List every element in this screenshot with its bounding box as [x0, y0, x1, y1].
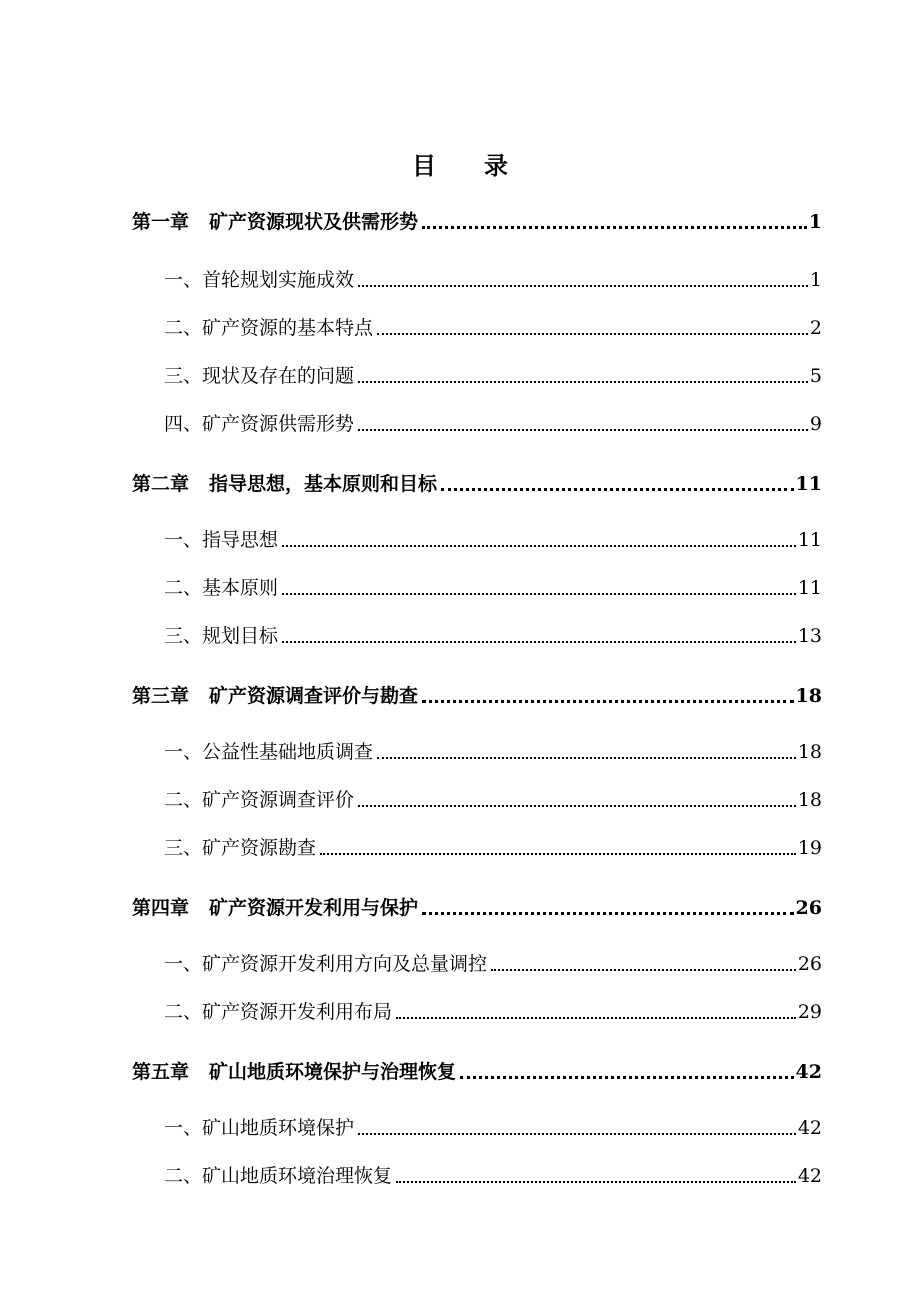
- toc-entry-page-number: 29: [797, 1001, 822, 1023]
- toc-entry-heading: 矿产资源勘查: [202, 837, 317, 859]
- toc-entry-number: 第一章: [132, 211, 190, 233]
- toc-entry-heading: 矿山地质环境保护: [202, 1117, 355, 1139]
- toc-entry-heading: 指导思想，基本原则和目标: [209, 473, 438, 495]
- toc-entry-page-number: 42: [797, 1117, 822, 1139]
- toc-entry-page-number: 26: [795, 897, 822, 919]
- toc-entry-number: 二、: [164, 317, 203, 339]
- toc-entry-heading: 矿产资源开发利用方向及总量调控: [202, 953, 488, 975]
- toc-section-entry[interactable]: [132, 1113, 822, 1143]
- toc-entry-page-number: 13: [797, 625, 822, 647]
- toc-entry-number: 第三章: [132, 685, 190, 707]
- toc-entry-page-number: 1: [808, 211, 822, 233]
- toc-section-entry[interactable]: [132, 525, 822, 555]
- toc-entry-heading: 现状及存在的问题: [202, 365, 355, 387]
- toc-dot-leader: [396, 1017, 796, 1019]
- toc-entry-number: 第五章: [132, 1061, 190, 1083]
- toc-dot-leader: [358, 1133, 796, 1135]
- toc-chapter-entry[interactable]: [132, 681, 822, 711]
- toc-entry-page-number: 1: [809, 269, 822, 291]
- toc-entry-number: 一、: [164, 529, 203, 551]
- toc-entry-number: 三、: [164, 837, 203, 859]
- toc-dot-leader: [358, 429, 808, 431]
- toc-dot-leader: [358, 805, 796, 807]
- toc-section-entry[interactable]: [132, 361, 822, 391]
- toc-entry-page-number: 5: [809, 365, 822, 387]
- toc-entry-heading: 指导思想: [202, 529, 279, 551]
- toc-dot-leader: [320, 853, 796, 855]
- toc-entry-page-number: 18: [797, 789, 822, 811]
- toc-entry-page-number: 18: [797, 741, 822, 763]
- toc-title-left: 目: [412, 151, 436, 180]
- toc-section-entry[interactable]: [132, 573, 822, 603]
- toc-chapter-entry[interactable]: [132, 207, 822, 237]
- toc-entry-number: 一、: [164, 1117, 203, 1139]
- toc-entry-number: 二、: [164, 789, 203, 811]
- toc-dot-leader: [282, 593, 796, 595]
- toc-entry-heading: 公益性基础地质调查: [202, 741, 374, 763]
- toc-section-entry[interactable]: [132, 785, 822, 815]
- toc-entry-heading: 规划目标: [202, 625, 279, 647]
- toc-entry-page-number: 11: [795, 473, 822, 495]
- toc-entry-heading: 矿山地质环境治理恢复: [202, 1165, 393, 1187]
- toc-entry-page-number: 42: [797, 1165, 822, 1187]
- toc-entry-page-number: 2: [809, 317, 822, 339]
- toc-section-entry[interactable]: [132, 265, 822, 295]
- toc-entry-page-number: 11: [797, 529, 822, 551]
- toc-entry-page-number: 42: [795, 1061, 822, 1083]
- toc-entry-page-number: 19: [797, 837, 822, 859]
- toc-dot-leader: [282, 641, 796, 643]
- toc-dot-leader: [377, 757, 796, 759]
- toc-title: [0, 146, 920, 186]
- toc-entry-heading: 基本原则: [202, 577, 279, 599]
- toc-section-entry[interactable]: [132, 621, 822, 651]
- toc-entry-heading: 矿产资源供需形势: [202, 413, 355, 435]
- toc-dot-leader: [377, 333, 808, 335]
- toc-entry-heading: 矿产资源调查评价与勘查: [209, 685, 419, 707]
- toc-entry-number: 三、: [164, 365, 203, 387]
- toc-entry-number: 二、: [164, 1165, 203, 1187]
- toc-chapter-entry[interactable]: [132, 893, 822, 923]
- toc-dot-leader: [358, 381, 808, 383]
- toc-title-right: 录: [484, 151, 508, 180]
- toc-dot-leader: [460, 1076, 794, 1079]
- toc-dot-leader: [422, 912, 794, 915]
- toc-entry-page-number: 18: [795, 685, 822, 707]
- toc-dot-leader: [396, 1181, 796, 1183]
- toc-entry-number: 一、: [164, 269, 203, 291]
- toc-entry-page-number: 11: [797, 577, 822, 599]
- toc-dot-leader: [358, 285, 808, 287]
- toc-entry-heading: 矿产资源开发利用与保护: [209, 897, 419, 919]
- toc-entry-heading: 矿山地质环境保护与治理恢复: [209, 1061, 457, 1083]
- toc-chapter-entry[interactable]: [132, 1057, 822, 1087]
- toc-section-entry[interactable]: [132, 833, 822, 863]
- toc-dot-leader: [282, 545, 796, 547]
- toc-entry-number: 一、: [164, 953, 203, 975]
- toc-dot-leader: [422, 700, 794, 703]
- toc-section-entry[interactable]: [132, 313, 822, 343]
- toc-entry-heading: 矿产资源现状及供需形势: [209, 211, 419, 233]
- toc-entry-number: 二、: [164, 577, 203, 599]
- toc-section-entry[interactable]: [132, 1161, 822, 1191]
- toc-entry-number: 三、: [164, 625, 203, 647]
- toc-entry-heading: 矿产资源开发利用布局: [202, 1001, 393, 1023]
- toc-entry-page-number: 9: [809, 413, 822, 435]
- toc-dot-leader: [422, 226, 807, 229]
- toc-entry-heading: 首轮规划实施成效: [202, 269, 355, 291]
- toc-chapter-entry[interactable]: [132, 469, 822, 499]
- toc-entry-number: 二、: [164, 1001, 203, 1023]
- toc-dot-leader: [441, 488, 794, 491]
- toc-section-entry[interactable]: [132, 997, 822, 1027]
- toc-section-entry[interactable]: [132, 409, 822, 439]
- toc-entry-page-number: 26: [797, 953, 822, 975]
- toc-entry-number: 四、: [164, 413, 203, 435]
- toc-dot-leader: [491, 969, 796, 971]
- toc-entry-heading: 矿产资源调查评价: [202, 789, 355, 811]
- toc-entry-heading: 矿产资源的基本特点: [202, 317, 374, 339]
- toc-entry-number: 第四章: [132, 897, 190, 919]
- toc-entry-number: 一、: [164, 741, 203, 763]
- toc-section-entry[interactable]: [132, 737, 822, 767]
- toc-entry-number: 第二章: [132, 473, 190, 495]
- toc-section-entry[interactable]: [132, 949, 822, 979]
